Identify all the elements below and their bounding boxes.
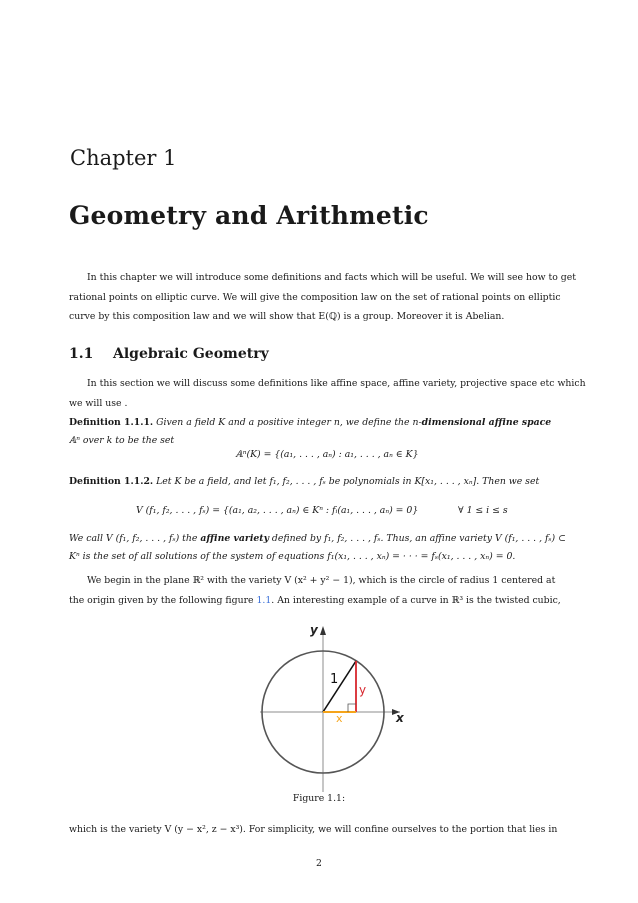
plane-paragraph — [69, 571, 569, 610]
variety-definition-line2 — [69, 551, 569, 562]
definition-text: 𝔸ⁿ over k to be the set — [69, 435, 175, 446]
definition-label: Definition 1.1.1. — [69, 417, 154, 428]
definition-text: We call V (f₁, f₂, . . . , fₛ) the — [69, 533, 201, 544]
section-number: 1.1 — [69, 346, 94, 362]
equation-variety: V (f₁, f₂, . . . , fₛ) = {(a₁, a₂, . . . , aₙ) ∈ Kⁿ : fᵢ(a₁, . . . , aₙ) = 0} — [136, 505, 419, 516]
section-intro-line: In this section we will discuss some definitions like affine space, affine variety, projective space etc which — [87, 378, 586, 389]
y-axis-label: y — [310, 623, 318, 637]
y-axis-arrow — [320, 626, 326, 635]
section-intro-paragraph — [69, 374, 586, 413]
chapter-title: Geometry and Arithmetic — [69, 201, 429, 230]
figure-caption: Figure 1.1: — [292, 793, 346, 804]
variety-definition-text — [69, 533, 569, 544]
definition-1-1-1 — [69, 417, 569, 428]
definition-label: Definition 1.1.2. — [69, 476, 154, 487]
intro-line: curve by this composition law and we will show that E(ℚ) is a group. Moreover it is Abelian. — [69, 311, 505, 322]
plane-line — [69, 591, 569, 611]
figure-reference-link[interactable]: 1.1 — [256, 594, 272, 606]
hypotenuse-label: 1 — [330, 672, 339, 687]
equation-affine-space: 𝔸ⁿ(K) = {(a₁, . . . , aₙ) : a₁, . . . , aₙ ∈ K} — [235, 449, 419, 460]
intro-paragraph — [69, 268, 576, 327]
definition-1-1-1-line2 — [69, 435, 569, 446]
section-intro-line: we will use . — [69, 397, 128, 409]
definition-text: Kⁿ is the set of all solutions of the system of equations f₁(x₁, . . . , xₙ) = · · · = fₛ(x₁, . . . , xₙ) = 0. — [69, 551, 516, 562]
vertical-leg-label: y — [359, 683, 367, 697]
definition-text: Let K be a field, and let f₁, f₂, . . . , fₛ be polynomials in K[x₁, . . . , xₙ]. Then we set — [153, 476, 540, 487]
intro-line: rational points on elliptic curve. We will give the composition law on the set of rational points on elliptic — [69, 291, 561, 303]
plane-text: . An interesting example of a curve in ℝ³ is the twisted cubic, — [271, 594, 561, 606]
equation-condition: ∀ 1 ≤ i ≤ s — [458, 505, 508, 516]
definition-text: defined by f₁, f₂, . . . , fₛ. Thus, an affine variety V (f₁, . . . , fₛ) ⊂ — [268, 533, 566, 544]
page-number: 2 — [316, 858, 322, 869]
plane-line: We begin in the plane ℝ² with the variety V (x² + y² − 1), which is the circle of radius 1 centered at — [87, 575, 556, 586]
plane-text: the origin given by the following figure — [69, 594, 257, 606]
closing-paragraph — [69, 820, 569, 840]
intro-line: In this chapter we will introduce some definitions and facts which will be useful. We will see how to get — [87, 272, 576, 283]
x-axis-label: x — [396, 711, 404, 725]
closing-line: which is the variety V (y − x², z − x³). For simplicity, we will confine ourselves to the portion that lies in — [69, 824, 558, 835]
horizontal-leg-label: x — [336, 712, 343, 725]
section-title: Algebraic Geometry — [113, 346, 269, 362]
section-heading — [69, 346, 269, 362]
right-angle-marker — [348, 704, 356, 712]
definition-text: Given a field K and a positive integer n, we define the n- — [153, 417, 422, 428]
chapter-label: Chapter 1 — [70, 146, 177, 170]
definition-term: dimensional affine space — [421, 417, 552, 428]
definition-term: affine variety — [200, 533, 269, 544]
unit-circle-figure — [250, 620, 404, 790]
definition-1-1-2 — [69, 476, 569, 487]
